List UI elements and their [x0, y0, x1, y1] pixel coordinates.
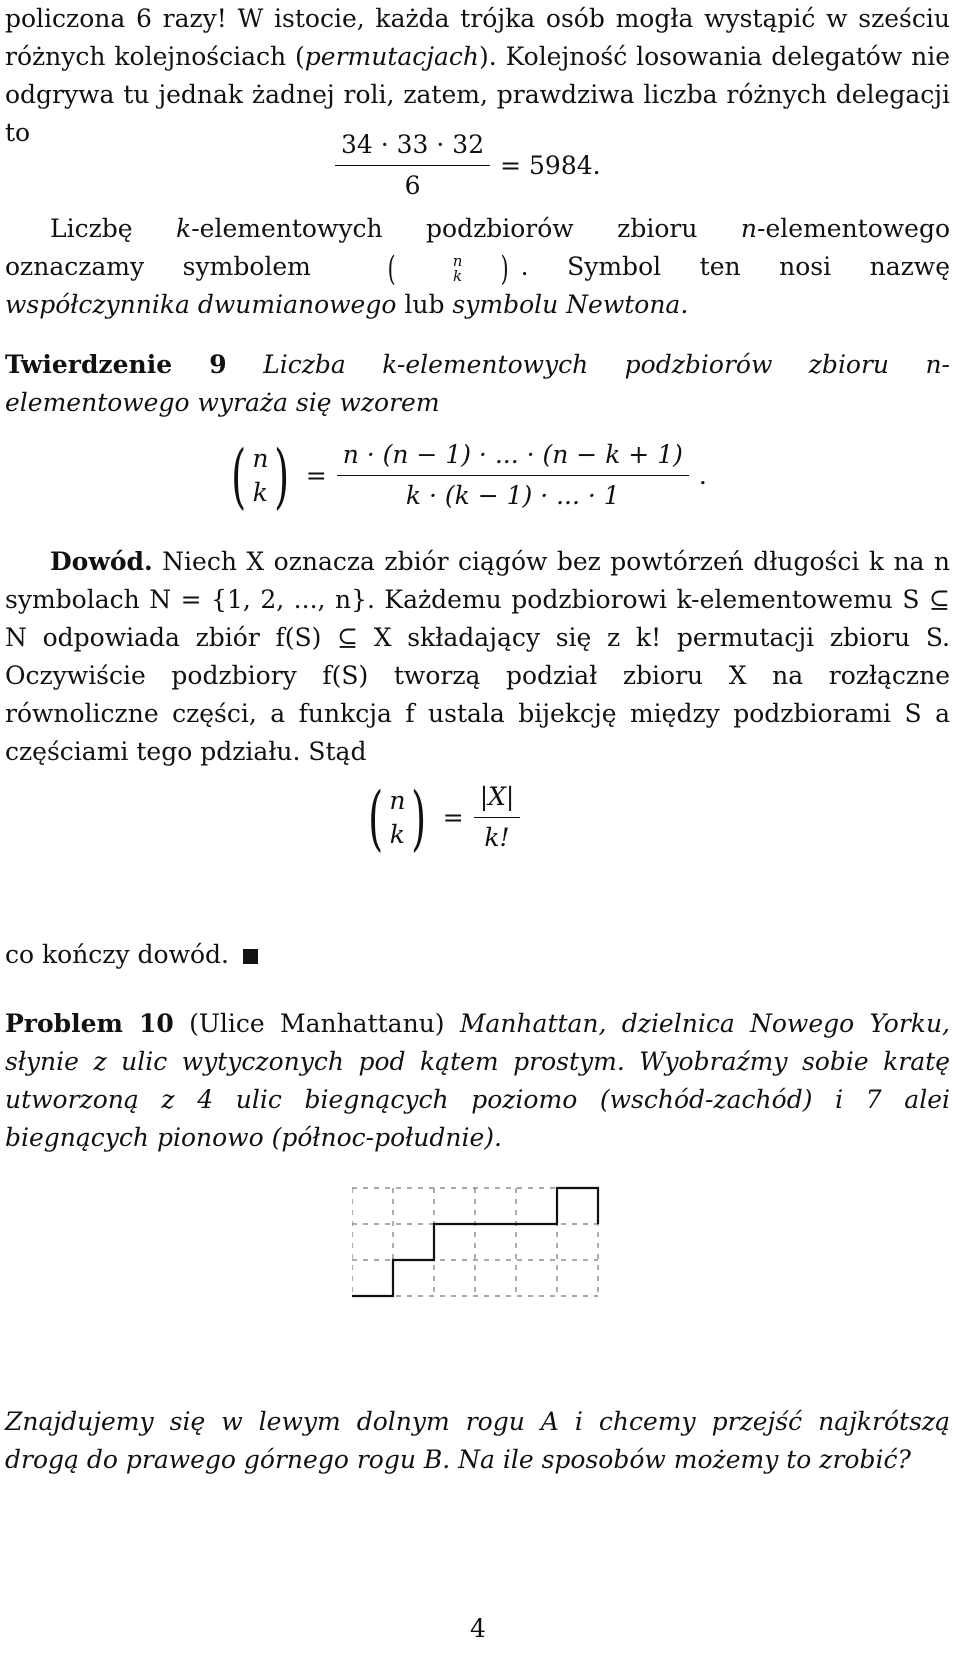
fraction: $\frac{n \cdot (n - 1) \cdot ... \cdot (n - k + 1)}{k \cdot (k - 1) \cdot ... \cdot 1}$: [337, 438, 689, 513]
paragraph-permutations: policzona 6 razy! W istocie, każda trójka osób mogła wystąpić w sześciu różnych kolejnościach (permutacjach). Kolejność losowania delegatów nie odgrywa tu jednak żadnej roli, zatem, prawdziwa liczba różnych delegacji to: [5, 4, 950, 147]
binomial-symbol: ( n k ): [231, 434, 290, 517]
equation-binomial-formula: ( n k ) = $\frac{n \cdot (n - 1) \cdot ... \cdot (n - k + 1)}{k \cdot (k - 1) \cdot ... \cdot 1}$ .: [225, 438, 707, 513]
proof-end: co kończy dowód.: [5, 936, 950, 974]
theorem-9: Twierdzenie 9 Liczba k-elementowych podzbiorów zbioru n-elementowego wyraża się wzorem: [5, 350, 950, 417]
equation-delegations: $\frac{34 \cdot 33 \cdot 32}{6}$ = 5984.: [335, 128, 601, 203]
theorem-label: Twierdzenie 9: [5, 350, 227, 379]
qed-square-icon: [243, 949, 258, 964]
fraction: $\frac{|X|}{k!}$: [474, 780, 521, 855]
proof: Dowód. Niech X oznacza zbiór ciągów bez powtórzeń długości k na n symbolach N = {1, 2, ..., n}. Każdemu podzbiorowi k-elementowemu S ⊆ N odpowiada zbiór f(S) ⊆ X składający się z k! permutacji zbioru S. Oczywiście podzbiory f(S) tworzą podział zbioru X na rozłączne równoliczne części, a funkcja f ustala bijekcję między podzbiorami S a częściami tego pdziału. Stąd: [5, 547, 950, 766]
problem-10: Problem 10 (Ulice Manhattanu) Manhattan, dzielnica Nowego Yorku, słynie z ulic wytyczonych pod kątem prostym. Wyobraźmy sobie kratę utworzoną z 4 ulic biegnących poziomo (wschód-zachód) i 7 alei biegnących pionowo (północ-południe).: [5, 1009, 950, 1152]
equation-proof-result: ( n k ) = $\frac{|X|}{k!}$: [362, 780, 520, 855]
binomial-symbol: ( n k ): [368, 776, 427, 859]
proof-label: Dowód.: [50, 547, 153, 576]
binomial-symbol-inline: ( n k ): [388, 248, 509, 289]
page-number: 4: [470, 1614, 486, 1643]
street-grid-diagram: [352, 1180, 612, 1308]
street-grid-lines: [352, 1188, 598, 1296]
fraction: $\frac{34 \cdot 33 \cdot 32}{6}$: [335, 128, 490, 203]
problem-label: Problem 10: [5, 1009, 174, 1038]
paragraph-binomial-definition: Liczbę k-elementowych podzbiorów zbioru n-elementowego oznaczamy symbolem ( n k ) . Symbol ten nosi nazwę współczynnika dwumianowego lub symbolu Newtona.: [5, 214, 951, 319]
problem-question: Znajdujemy się w lewym dolnym rogu A i chcemy przejść najkrótszą drogą do prawego górnego rogu B. Na ile sposobów możemy to zrobić?: [5, 1407, 950, 1474]
